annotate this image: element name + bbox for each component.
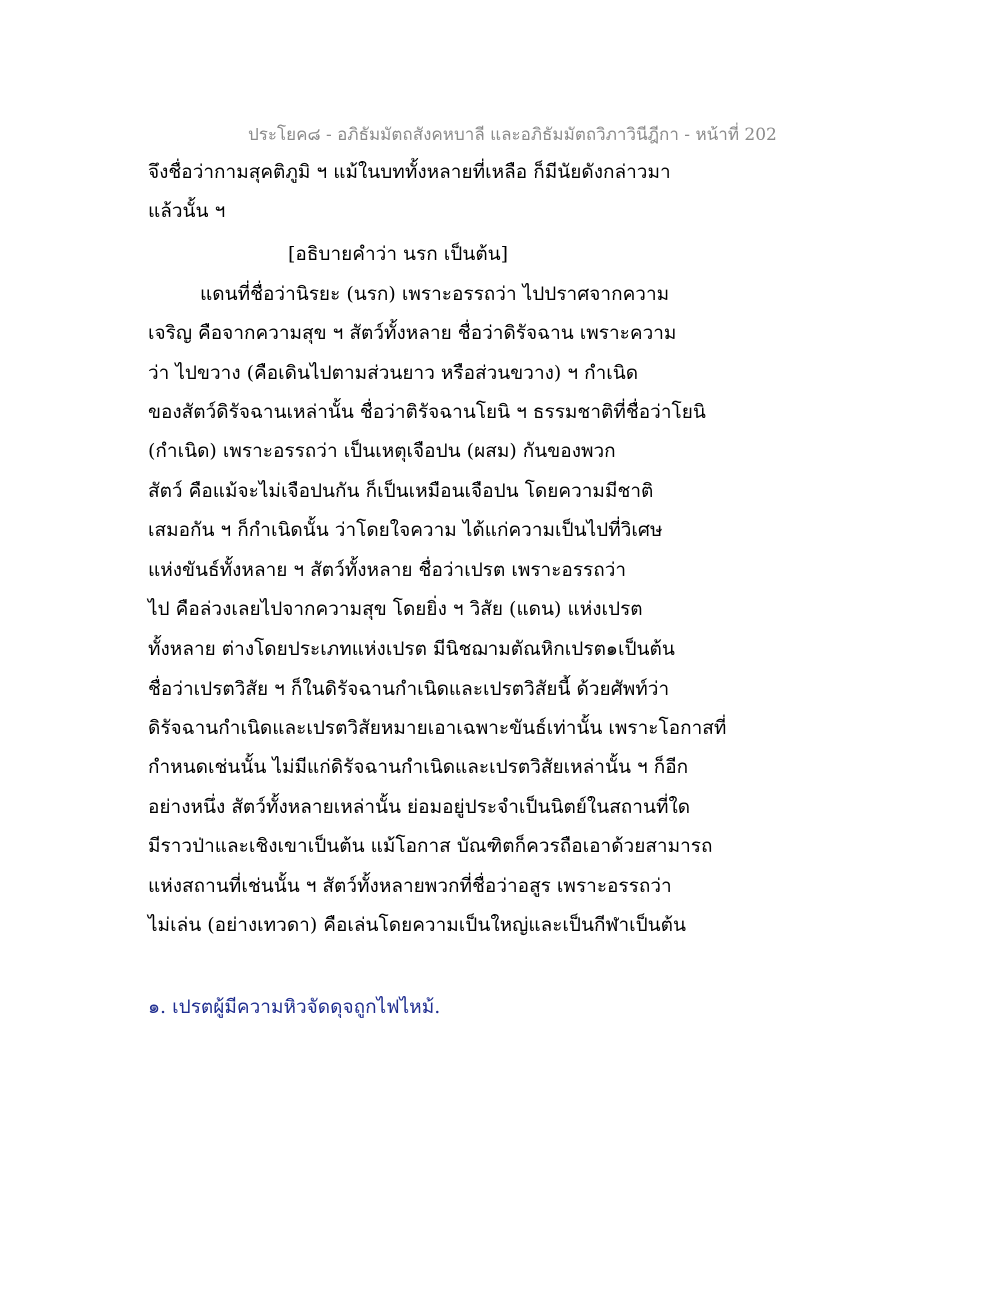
- body-line: มีราวป่าและเชิงเขาเป็นต้น แม้โอกาส บัณฑิตก็ควรถือเอาด้วยสามารถ: [148, 835, 713, 857]
- body-line: จึงชื่อว่ากามสุคติภูมิ ฯ แม้ในบททั้งหลายที่เหลือ ก็มีนัยดังกล่าวมา: [148, 161, 671, 183]
- body-line: (กำเนิด) เพราะอรรถว่า เป็นเหตุเจือปน (ผสม) กันของพวก: [148, 440, 616, 462]
- running-header: ประโยค๘ - อภิธัมมัตถสังคหบาลี และอภิธัมมัตถวิภาวินีฎีกา - หน้าที่ 202: [248, 125, 777, 145]
- body-line: เสมอกัน ฯ ก็กำเนิดนั้น ว่าโดยใจความ ได้แก่ความเป็นไปที่วิเศษ: [148, 519, 663, 541]
- body-line: กำหนดเช่นนั้น ไม่มีแก่ดิรัจฉานกำเนิดและเปรตวิสัยเหล่านั้น ฯ ก็อีก: [148, 756, 689, 778]
- body-line: ว่า ไปขวาง (คือเดินไปตามส่วนยาว หรือส่วนขวาง) ฯ กำเนิด: [148, 362, 639, 384]
- body-line: อย่างหนึ่ง สัตว์ทั้งหลายเหล่านั้น ย่อมอยู่ประจำเป็นนิตย์ในสถานที่ใด: [148, 796, 691, 818]
- body-line: ชื่อว่าเปรตวิสัย ฯ ก็ในดิรัจฉานกำเนิดและเปรตวิสัยนี้ ด้วยศัพท์ว่า: [148, 678, 670, 700]
- body-line: สัตว์ คือแม้จะไม่เจือปนกัน ก็เป็นเหมือนเจือปน โดยความมีชาติ: [148, 480, 654, 502]
- body-line: ของสัตว์ดิรัจฉานเหล่านั้น ชื่อว่าติรัจฉานโยนิ ฯ ธรรมชาติที่ชื่อว่าโยนิ: [148, 401, 706, 423]
- body-line: ทั้งหลาย ต่างโดยประเภทแห่งเปรต มีนิชฌามตัณหิกเปรต๑เป็นต้น: [148, 638, 675, 660]
- body-line: แดนที่ชื่อว่านิรยะ (นรก) เพราะอรรถว่า ไปปราศจากความ: [200, 283, 670, 305]
- body-line: แห่งขันธ์ทั้งหลาย ฯ สัตว์ทั้งหลาย ชื่อว่าเปรต เพราะอรรถว่า: [148, 559, 627, 581]
- section-heading: [อธิบายคำว่า นรก เป็นต้น]: [288, 243, 509, 265]
- body-line: เจริญ คือจากความสุข ฯ สัตว์ทั้งหลาย ชื่อว่าดิรัจฉาน เพราะความ: [148, 322, 677, 344]
- body-line: ดิรัจฉานกำเนิดและเปรตวิสัยหมายเอาเฉพาะขันธ์เท่านั้น เพราะโอกาสที่: [148, 717, 727, 739]
- body-line: ไม่เล่น (อย่างเทวดา) คือเล่นโดยความเป็นใหญ่และเป็นกีฬาเป็นต้น: [148, 914, 686, 936]
- footnote: ๑. เปรตผู้มีความหิวจัดดุจถูกไฟไหม้.: [148, 996, 441, 1018]
- body-line: แล้วนั้น ฯ: [148, 200, 226, 222]
- body-line: ไป คือล่วงเลยไปจากความสุข โดยยิ่ง ฯ วิสัย (แดน) แห่งเปรต: [148, 598, 643, 620]
- body-line: แห่งสถานที่เช่นนั้น ฯ สัตว์ทั้งหลายพวกที่ชื่อว่าอสูร เพราะอรรถว่า: [148, 875, 672, 897]
